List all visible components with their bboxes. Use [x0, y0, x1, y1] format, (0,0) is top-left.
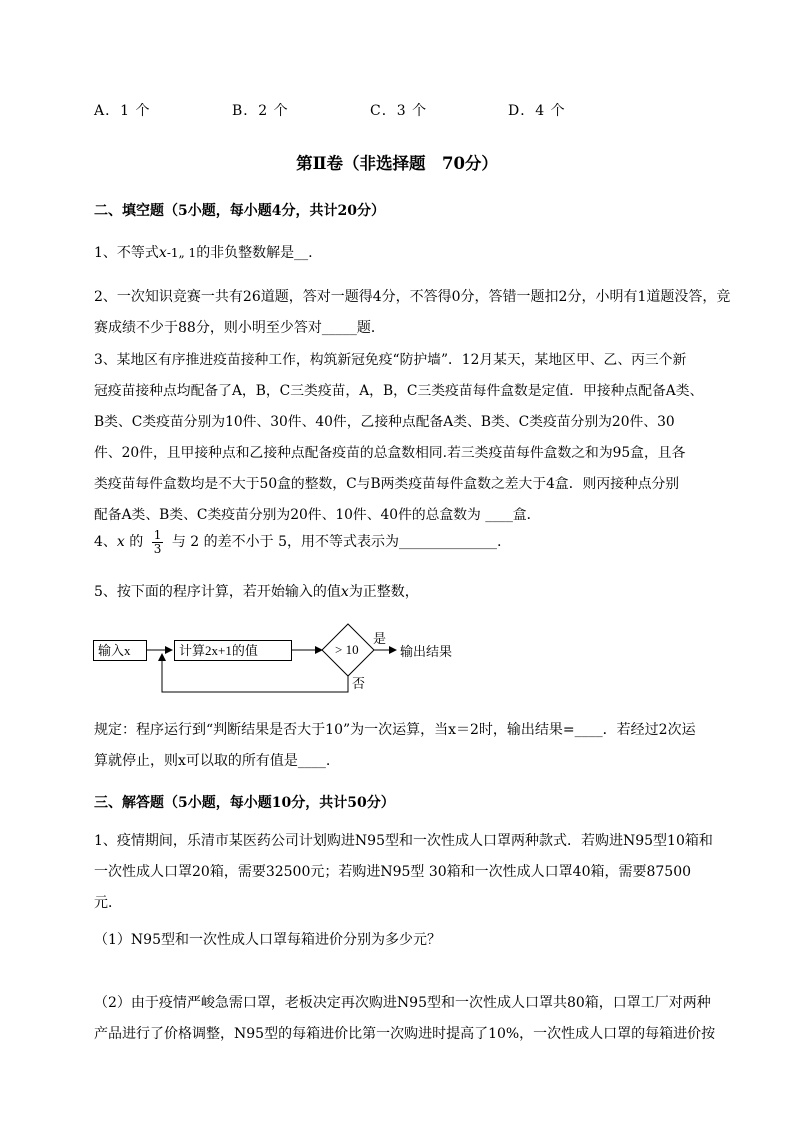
s1-part-2-line-2: 产品进行了价格调整，N95型的每箱进价比第一次购进时提高了10%，一次性成人口罩的每箱进价按 — [94, 1026, 716, 1042]
s1-line-1: 1、疫情期间，乐清市某医药公司计划购进N95型和一次性成人口罩两种款式．若购进N95型10箱和 — [94, 833, 713, 849]
q4-fraction-denominator: 3 — [153, 541, 162, 556]
s1-part-1-text: （1）N95型和一次性成人口罩每箱进价分别为多少元？ — [94, 932, 441, 948]
q3-line-1: 3、某地区有序推进疫苗接种工作，构筑新冠免疫“防护墙”．12月某天，某地区甲、乙、丙三个新 — [94, 352, 687, 368]
fill-in-heading: 二、填空题（5小题，每小题4分，共计20分） — [94, 203, 385, 219]
rule-line-2: 算就停止，则x可以取的所有值是____. — [94, 753, 331, 769]
solve-question-1 — [94, 826, 744, 919]
q4-text-c: 与 2 的差不小于 5，用不等式表示为______________. — [167, 534, 502, 550]
q3-line-5: 类疫苗每件盒数均是不大于50盒的整数，C与B两类疫苗每件盒数之差大于4盒．则丙接种点分别 — [94, 476, 680, 492]
q3-line-6: 配备A类、B类、C类疫苗分别为20件、10件、40件的总盒数为 ____盒． — [94, 507, 541, 523]
q5-text-b: 为正整数， — [348, 584, 419, 600]
condition-label: > 10 — [335, 642, 359, 657]
s1-part-2-line-1: （2）由于疫情严峻急需口罩，老板决定再次购进N95型和一次性成人口罩共80箱，口罩工厂对两种 — [94, 995, 711, 1011]
flowchart-rule — [94, 715, 744, 777]
q4-text-b: 的 — [124, 534, 148, 550]
yes-label: 是 — [373, 632, 387, 647]
question-5 — [94, 577, 744, 608]
question-1 — [94, 238, 744, 269]
q1-text-c: 的非负整数解是__. — [196, 245, 313, 261]
q3-line-3: B类、C类疫苗分别为10件、30件、40件，乙接种点配备A类、B类、C类疫苗分别为20件、30 — [94, 414, 675, 430]
q5-text-a: 5、按下面的程序计算，若开始输入的值 — [94, 584, 341, 600]
s1-part-1 — [94, 925, 744, 956]
q1-text-a: 1、不等式 — [94, 245, 159, 261]
q3-line-2: 冠疫苗接种点均配备了A，B，C三类疫苗，A，B，C三类疫苗每件盒数是定值．甲接种点配备A类、 — [94, 383, 704, 399]
option-b: B．2 个 — [232, 103, 289, 119]
no-label: 否 — [352, 677, 366, 692]
s1-line-2: 一次性成人口罩20箱，需要32500元；若购进N95型 30箱和一次性成人口罩40箱，需要87500 — [94, 864, 692, 880]
question-4 — [94, 524, 744, 560]
option-c: C．3 个 — [370, 103, 428, 119]
q4-num-label: 4、 — [94, 534, 117, 550]
q3-line-4: 件、20件，且甲接种点和乙接种点配备疫苗的总盒数相同.若三类疫苗每件盒数之和为95盒，且各 — [94, 445, 686, 461]
compute-box: 计算2x+1的值 — [174, 640, 292, 661]
q4-fraction — [152, 529, 164, 556]
question-3 — [94, 345, 744, 531]
question-2 — [94, 282, 744, 344]
program-flowchart — [90, 620, 490, 700]
output-label: 输出结果 — [400, 645, 453, 660]
q2-text: 2、一次知识竞赛一共有26道题，答对一题得4分，不答得0分，答错一题扣2分，小明有1道题没答，竞赛成绩不少于88分，则小明至少答对_____题． — [94, 289, 731, 336]
part2-title: 第Ⅱ卷（非选择题 70分） — [296, 154, 498, 173]
q4-var: x — [116, 534, 125, 550]
q5-var: x — [340, 584, 349, 600]
q4-fraction-numerator: 1 — [153, 527, 162, 542]
solve-heading: 三、解答题（5小题，每小题10分，共计50分） — [94, 795, 395, 811]
option-a: A．1 个 — [94, 103, 151, 119]
q1-ineq: -1„ 1 — [166, 246, 197, 260]
input-box: 输入x — [93, 640, 147, 661]
s1-line-3: 元． — [94, 895, 122, 911]
q1-var: x — [158, 245, 167, 261]
rule-line-1: 规定：程序运行到“判断结果是否大于10”为一次运算，当x＝2时，输出结果=____．若经过2次运 — [94, 722, 696, 738]
option-d: D．4 个 — [508, 103, 566, 119]
s1-part-2 — [94, 988, 744, 1050]
